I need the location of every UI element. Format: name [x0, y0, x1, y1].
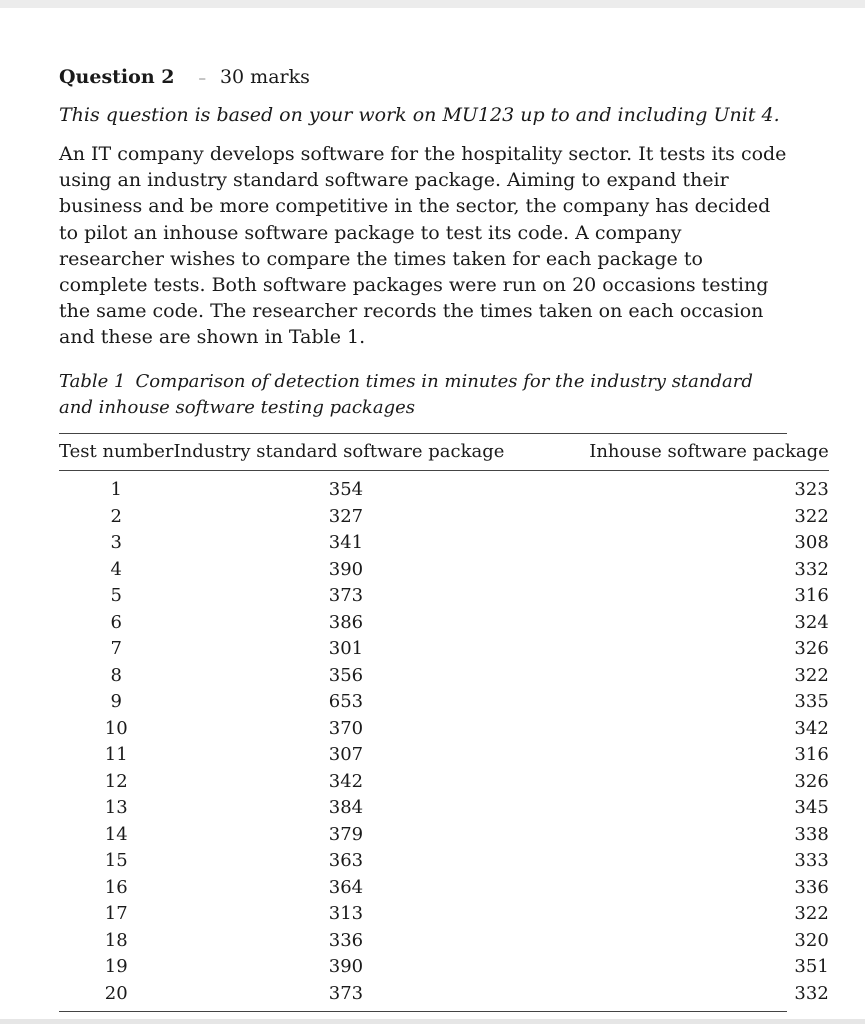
- table-row: [59, 715, 829, 742]
- cell-test-number: 18: [104, 929, 128, 951]
- cell-test-number: 1: [110, 479, 122, 501]
- cell-industry-time: 327: [328, 505, 364, 527]
- cell-inhouse-time: 322: [794, 903, 829, 925]
- table-row: [59, 609, 829, 636]
- cell-industry-time: 364: [328, 876, 364, 898]
- bottom-edge: [0, 1019, 865, 1024]
- table-row: [59, 471, 829, 504]
- cell-industry-time: 390: [328, 956, 364, 978]
- header-inhouse: Inhouse software package: [589, 441, 829, 463]
- table-row: [59, 556, 829, 583]
- table-row: [59, 874, 829, 901]
- cell-inhouse-time: 322: [794, 664, 829, 686]
- cell-inhouse-time: 326: [794, 638, 829, 660]
- table-row: [59, 821, 829, 848]
- cell-industry-time: 373: [328, 585, 364, 607]
- cell-industry-time: 370: [328, 717, 364, 739]
- header-test-number: Test number: [59, 441, 174, 463]
- cell-test-number: 7: [110, 638, 122, 660]
- cell-inhouse-time: 316: [794, 585, 829, 607]
- cell-inhouse-time: 333: [794, 850, 829, 872]
- cell-test-number: 17: [104, 903, 128, 925]
- cell-industry-time: 307: [328, 744, 364, 766]
- cell-inhouse-time: 326: [794, 770, 829, 792]
- cell-industry-time: 301: [328, 638, 364, 660]
- table-row: [59, 848, 829, 875]
- table-row: [59, 768, 829, 795]
- cell-inhouse-time: 345: [794, 797, 829, 819]
- cell-industry-time: 342: [328, 770, 364, 792]
- cell-inhouse-time: 324: [794, 611, 829, 633]
- table-row: [59, 636, 829, 663]
- cell-inhouse-time: 323: [794, 479, 829, 501]
- table-row: [59, 901, 829, 928]
- table-row: [59, 795, 829, 822]
- cell-test-number: 5: [110, 585, 122, 607]
- table-caption-text: Comparison of detection times in minutes for the industry standard and inhouse software testing packages: [59, 370, 753, 418]
- cell-industry-time: 379: [328, 823, 364, 845]
- table-row: [59, 662, 829, 689]
- cell-industry-time: 386: [328, 611, 364, 633]
- question-heading: [59, 64, 789, 90]
- cell-industry-time: 313: [328, 903, 364, 925]
- cell-test-number: 15: [104, 850, 128, 872]
- cell-inhouse-time: 338: [794, 823, 829, 845]
- cell-industry-time: 390: [328, 558, 364, 580]
- cell-industry-time: 653: [328, 691, 364, 713]
- table-row: [59, 503, 829, 530]
- cell-test-number: 12: [104, 770, 128, 792]
- question-body: An IT company develops software for the hospitality sector. It tests its code using an industry standard software package. Aiming to expand their business and be more competitive in the sector, the company has decided to pilot an inhouse software package to test its code. A company researcher wishes to compare the times taken for each package to complete tests. Both software packages were run on 20 occasions testing the same code. The researcher records the times taken on each occasion and these are shown in Table 1.: [59, 143, 787, 349]
- cell-test-number: 13: [104, 797, 128, 819]
- table-row: [59, 583, 829, 610]
- cell-test-number: 6: [110, 611, 122, 633]
- cell-test-number: 4: [110, 558, 122, 580]
- cell-inhouse-time: 316: [794, 744, 829, 766]
- cell-test-number: 11: [104, 744, 128, 766]
- header-industry-standard: Industry standard software package: [173, 441, 505, 463]
- cell-inhouse-time: 308: [794, 532, 829, 554]
- cell-industry-time: 354: [328, 479, 364, 501]
- cell-inhouse-time: 332: [794, 982, 829, 1004]
- cell-inhouse-time: 332: [794, 558, 829, 580]
- detection-times-table: [59, 434, 829, 1007]
- cell-test-number: 10: [104, 717, 128, 739]
- cell-industry-time: 363: [328, 850, 364, 872]
- cell-industry-time: 336: [328, 929, 364, 951]
- table-caption: [59, 369, 789, 421]
- cell-industry-time: 341: [328, 532, 364, 554]
- question-page: [59, 64, 829, 1012]
- table-row: [59, 927, 829, 954]
- table-caption-label: Table 1: [59, 370, 126, 392]
- cell-test-number: 3: [110, 532, 122, 554]
- table-row: [59, 689, 829, 716]
- cell-inhouse-time: 335: [794, 691, 829, 713]
- table-row: [59, 954, 829, 981]
- table-row: [59, 742, 829, 769]
- table-row: [59, 530, 829, 557]
- cell-test-number: 2: [110, 505, 122, 527]
- cell-test-number: 19: [104, 956, 128, 978]
- table-bottom-rule: [59, 1011, 787, 1012]
- cell-test-number: 16: [104, 876, 128, 898]
- question-intro: This question is based on your work on MU123 up to and including Unit 4.: [59, 104, 780, 126]
- cell-test-number: 14: [104, 823, 128, 845]
- heading-separator: –: [198, 69, 206, 87]
- cell-inhouse-time: 322: [794, 505, 829, 527]
- cell-test-number: 20: [104, 982, 128, 1004]
- cell-inhouse-time: 351: [794, 956, 829, 978]
- cell-test-number: 8: [110, 664, 122, 686]
- cell-inhouse-time: 320: [794, 929, 829, 951]
- cell-test-number: 9: [110, 691, 122, 713]
- table-header-row: [59, 434, 829, 471]
- table-row: [59, 980, 829, 1007]
- cell-industry-time: 384: [328, 797, 364, 819]
- cell-inhouse-time: 342: [794, 717, 829, 739]
- cell-industry-time: 356: [328, 664, 364, 686]
- cell-inhouse-time: 336: [794, 876, 829, 898]
- top-edge: [0, 0, 865, 8]
- question-marks: 30 marks: [219, 66, 310, 88]
- cell-industry-time: 373: [328, 982, 364, 1004]
- question-title: Question 2: [59, 66, 175, 88]
